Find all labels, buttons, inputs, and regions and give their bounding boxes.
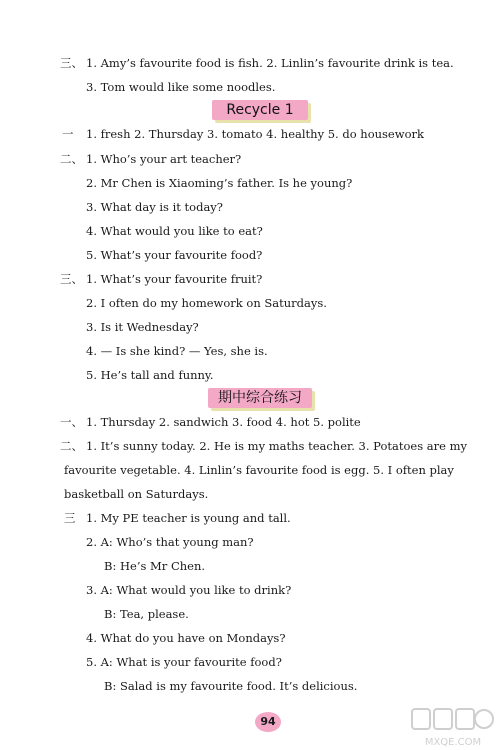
answer-line: 3. Tom would like some noodles. xyxy=(86,80,276,94)
midterm-banner: 期中综合练习 xyxy=(208,388,312,408)
answer-line: 1. Thursday 2. sandwich 3. food 4. hot 5. polite xyxy=(86,415,361,429)
section-marker: 三、 xyxy=(60,272,83,286)
answer-line: B: He’s Mr Chen. xyxy=(104,559,206,573)
answer-line: 1. What’s your favourite fruit? xyxy=(86,272,263,286)
answer-line: 2. Mr Chen is Xiaoming’s father. Is he young? xyxy=(86,176,353,190)
answer-line: 1. fresh 2. Thursday 3. tomato 4. healthy 5. do housework xyxy=(86,127,424,141)
section-marker: 一、 xyxy=(60,415,83,429)
watermark-logo-icon xyxy=(410,705,496,749)
answer-line: 1. Amy’s favourite food is fish. 2. Linlin’s favourite drink is tea. xyxy=(86,56,454,70)
section-marker: 三 xyxy=(64,511,76,525)
answer-line: 4. — Is she kind? — Yes, she is. xyxy=(86,344,268,358)
section-marker: 二、 xyxy=(60,152,83,166)
section-marker: 三、 xyxy=(60,56,83,70)
answer-line: basketball on Saturdays. xyxy=(64,487,209,501)
answer-line: 3. What day is it today? xyxy=(86,200,223,214)
recycle-banner: Recycle 1 xyxy=(212,100,308,120)
answer-line: B: Tea, please. xyxy=(104,607,189,621)
answer-line: 5. What’s your favourite food? xyxy=(86,248,263,262)
answer-line: 4. What do you have on Mondays? xyxy=(86,631,286,645)
answer-line: 3. A: What would you like to drink? xyxy=(86,583,292,597)
page-number: 94 xyxy=(255,712,281,732)
answer-line: 1. It’s sunny today. 2. He is my maths teacher. 3. Potatoes are my xyxy=(86,439,467,453)
section-marker: 二、 xyxy=(60,439,83,453)
answer-line: 2. I often do my homework on Saturdays. xyxy=(86,296,327,310)
section-marker: 一 xyxy=(62,127,74,141)
answer-line: 4. What would you like to eat? xyxy=(86,224,263,238)
answer-line: 2. A: Who’s that young man? xyxy=(86,535,254,549)
answer-line: 1. Who’s your art teacher? xyxy=(86,152,242,166)
answer-line: 3. Is it Wednesday? xyxy=(86,320,199,334)
answer-line: 1. My PE teacher is young and tall. xyxy=(86,511,291,525)
answer-line: 5. He’s tall and funny. xyxy=(86,368,214,382)
watermark-text: MXQE.COM xyxy=(424,737,482,748)
answer-line: favourite vegetable. 4. Linlin’s favourite food is egg. 5. I often play xyxy=(64,463,454,477)
answer-line: 5. A: What is your favourite food? xyxy=(86,655,282,669)
answer-line: B: Salad is my favourite food. It’s delicious. xyxy=(104,679,358,693)
